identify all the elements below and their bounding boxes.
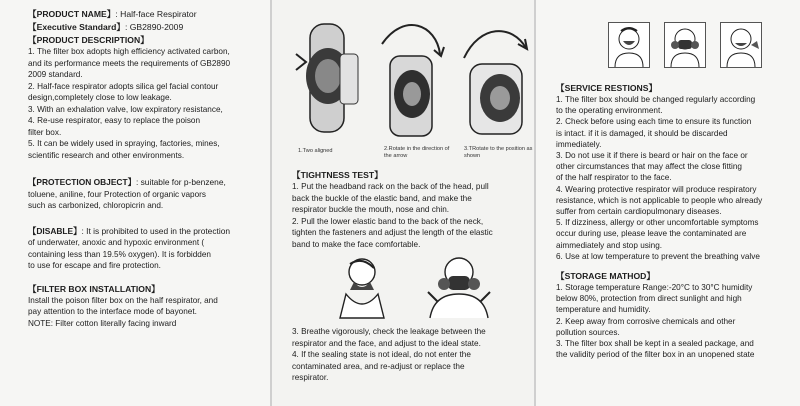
- service-line: 5. If dizziness, allergy or other uncomfortable symptoms: [556, 218, 759, 228]
- side-profile-illustration: [332, 254, 392, 320]
- description-text: [28, 46, 262, 161]
- disable-line: of underwater, anoxic and hypoxic environment (: [28, 238, 205, 247]
- product-name-row: [28, 9, 262, 20]
- description-line: design,completely close to low leakage.: [28, 93, 172, 102]
- restriction-face-illustration: [608, 22, 650, 68]
- description-line: 4. Re-use respirator, easy to replace the poison: [28, 116, 201, 125]
- service-line: 4. Wearing protective respirator will produce respiratory: [556, 184, 757, 194]
- storage-line: 3. The filter box shall be kept in a sealed package, and: [556, 339, 754, 349]
- tightness-line: 4. If the sealing state is not ideal, do not enter the: [292, 350, 471, 359]
- disable-line: containing less than 19.5% oxygen). It is forbidden: [28, 249, 211, 259]
- description-line: 5. It can be widely used in spraying, factories, mines,: [28, 139, 220, 148]
- storage-line: 1. Storage temperature Range:-20°C to 30°C humidity: [556, 283, 753, 293]
- protection-line: such as carbonized, chloropicrin and.: [28, 201, 164, 210]
- storage-line: 2. Keep away from corrosive chemicals and other: [556, 316, 736, 326]
- storage-line: temperature and humidity.: [556, 305, 651, 315]
- description-heading: 【PRODUCT DESCRIPTION】: [28, 35, 149, 45]
- disable-first-line: [28, 226, 262, 238]
- service-line: 3. Do not use it if there is beard or hair on the face or: [556, 151, 748, 161]
- tightness-line: band to make the face comfortable.: [292, 239, 421, 249]
- description-line: 2009 standard.: [28, 70, 83, 79]
- service-line: occur during use, please leave the contaminated are: [556, 229, 747, 239]
- protection-line: toluene, aniline, four Protection of organic vapors: [28, 189, 206, 199]
- standard-row: [28, 22, 262, 33]
- panel-service-storage: [536, 0, 800, 406]
- standard-value: : GB2890-2009: [124, 22, 184, 32]
- description-line: scientific research and other environments.: [28, 150, 185, 160]
- service-line: immediately.: [556, 139, 602, 149]
- filter-line: pay attention to the interface mode of bayonet.: [28, 307, 197, 316]
- service-line: 2. Check before using each time to ensure its function: [556, 117, 752, 127]
- restriction-illustrations: [556, 0, 794, 70]
- tightness-line: back the buckle of the elastic band, and make the: [292, 193, 472, 203]
- tightness-heading: 【TIGHTNESS TEST】: [292, 170, 383, 180]
- service-line: is intact. if it is damaged, it should be discarded: [556, 128, 728, 138]
- filter-align-figure: [292, 14, 364, 150]
- restriction-face-illustration: [664, 22, 706, 68]
- filter-position-figure: [460, 14, 532, 150]
- description-line: 1. The filter box adopts high efficiency activated carbon,: [28, 47, 230, 56]
- tightness-line: 1. Put the headband rack on the back of the head, pull: [292, 182, 489, 191]
- filter-install-figures: [292, 0, 533, 170]
- panel-tightness-test: [272, 0, 534, 406]
- service-line: suffer from certain cardiopulmonary diseases.: [556, 207, 722, 217]
- service-line: resistance, which is not applicable to people who already: [556, 195, 763, 205]
- protection-line: : suitable for p-benzene,: [135, 177, 226, 187]
- filter-line: Install the poison filter box on the half respirator, and: [28, 295, 218, 305]
- panel-product-info: [0, 0, 270, 406]
- tightness-line: contaminated area, and re-adjust or replace the: [292, 361, 465, 371]
- service-line: 1. The filter box should be changed regularly according: [556, 95, 756, 104]
- product-name-value: : Half-face Respirator: [115, 9, 197, 19]
- service-line: other circumstances that may affect the close fitting: [556, 162, 742, 172]
- service-heading: 【SERVICE RESTIONS】: [556, 83, 658, 93]
- description-line: 3. With an exhalation valve, low expiratory resistance,: [28, 104, 223, 114]
- description-line: and its performance meets the requirements of GB2890: [28, 58, 231, 68]
- figure-caption: 2.Rotate in the direction of the arrow: [384, 146, 450, 159]
- tightness-line: 2. Pull the lower elastic band to the back of the neck,: [292, 216, 484, 226]
- figure-caption: 3.TRotate to the position as shown: [464, 146, 533, 159]
- disable-line: to use for escape and fire protection.: [28, 261, 161, 270]
- protection-heading: 【PROTECTION OBJECT】: [28, 177, 136, 187]
- storage-line: pollution sources.: [556, 327, 620, 337]
- standard-label: 【Executive Standard】: [28, 22, 125, 32]
- tightness-line: respirator buckle the mouth, nose and chin.: [292, 205, 450, 214]
- service-line: to the operating environment.: [556, 106, 663, 116]
- wearing-illustrations: [292, 252, 526, 322]
- storage-section: [556, 271, 794, 360]
- front-face-illustration: [422, 252, 496, 320]
- storage-line: below 80%, protection from direct sunlight and high: [556, 294, 742, 304]
- tightness-line: 3. Breathe vigorously, check the leakage between the: [292, 327, 486, 336]
- filter-line: NOTE: Filter cotton literally facing inward: [28, 318, 177, 328]
- filter-rotate-figure: [374, 14, 452, 150]
- service-line: 6. Use at low temperature to prevent the breathing valve: [556, 251, 760, 261]
- service-line: aimmediately and stop using.: [556, 240, 663, 250]
- tightness-line: respirator and the face, and adjust to the ideal state.: [292, 338, 481, 348]
- protection-first-line: [28, 177, 262, 189]
- filter-heading: 【FILTER BOX INSTALLATION】: [28, 283, 160, 294]
- storage-line: the validity period of the filter box in an unopened state: [556, 350, 755, 360]
- disable-heading: 【DISABLE】: [28, 225, 82, 236]
- tightness-line: tighten the fasteners and adjust the length of the elastic: [292, 228, 493, 237]
- service-section: [556, 83, 794, 262]
- service-line: of the half respirator to the face.: [556, 173, 672, 183]
- description-line: 2. Half-face respirator adopts silica gel facial contour: [28, 81, 219, 91]
- restriction-face-illustration: [720, 22, 762, 68]
- storage-heading: 【STORAGE MATHOD】: [556, 271, 655, 282]
- disable-line: : It is prohibited to used in the protection: [81, 225, 231, 236]
- product-name-label: 【PRODUCT NAME】: [28, 9, 116, 19]
- tightness-line: respirator.: [292, 373, 329, 382]
- description-line: filter box.: [28, 127, 62, 137]
- figure-caption: 1.Two aligned: [298, 148, 333, 154]
